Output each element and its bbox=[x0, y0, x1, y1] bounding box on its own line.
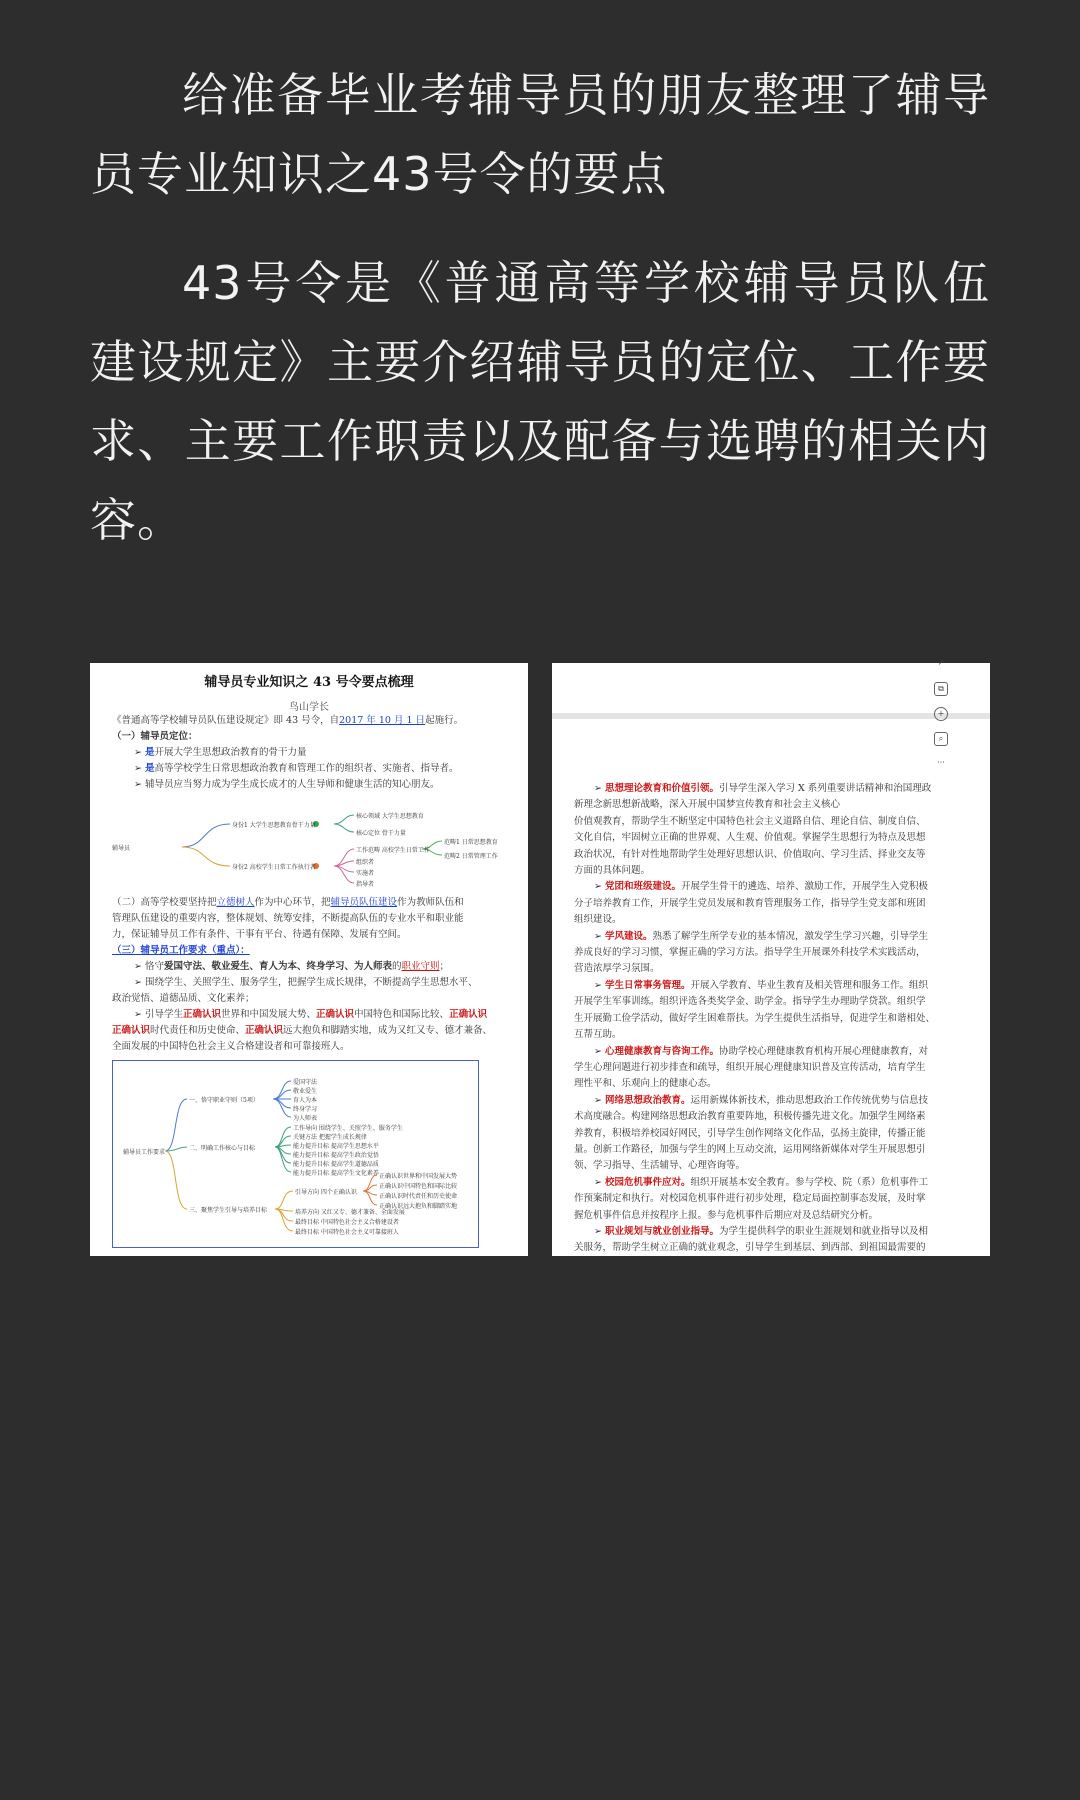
mindmap-node: 身份1 大学生思想教育骨干力量 bbox=[232, 822, 316, 829]
doc-bullet: ➢ 是开展大学生思想政治教育的骨干力量 bbox=[134, 747, 307, 758]
doc-bullet: ➢ 辅导员应当努力成为学生成长成才的人生导师和健康生活的知心朋友。 bbox=[134, 779, 440, 790]
mindmap-node: 能力提升目标 提高学生政治觉悟 bbox=[293, 1152, 379, 1159]
duty-item: ➢ 思想理论教育和价值引领。引导学生深入学习 X 系列重要讲话精神和治国理政 bbox=[594, 783, 932, 794]
mindmap-node: 爱国守法 bbox=[293, 1079, 318, 1086]
duty-line: 养成良好的学习习惯，掌握正确的学习方法。指导学生开展课外科技学术实践活动， bbox=[574, 947, 926, 959]
doc-text-line: 正确认识时代责任和历史使命、正确认识远大抱负和脚踏实地，成为又红又专、德才兼备、 bbox=[112, 1025, 493, 1036]
doc-text-line: 管理队伍建设的重要内容，整体规划、统筹安排，不断提高队伍的专业水平和职业能 bbox=[112, 913, 464, 924]
duty-line: 领、学习指导、生活辅导、心理咨询等。 bbox=[574, 1160, 746, 1172]
mindmap-node: 正确认识中国特色和国际比较 bbox=[379, 1183, 458, 1190]
mindmap-node: 身份2 高校学生日常工作执行者 bbox=[232, 864, 316, 871]
mindmap-node: 指导者 bbox=[356, 881, 375, 888]
mindmap-node: 范畴1 日常思想教育 bbox=[444, 839, 498, 846]
document-image-2[interactable] bbox=[552, 658, 990, 1256]
duty-line: 理性平和、乐观向上的健康心态。 bbox=[574, 1078, 717, 1090]
duty-item: ➢ 网络思想政治教育。运用新媒体新技术，推动思想政治工作传统优势与信息技 bbox=[594, 1094, 929, 1106]
document-image-1[interactable] bbox=[90, 663, 528, 1256]
mindmap-node: 核心定位 骨干力量 bbox=[356, 830, 406, 837]
post-text bbox=[90, 56, 990, 590]
doc-author: 鸟山学长 bbox=[289, 702, 329, 713]
duty-line: 开展学生军事训练。组织评选各类奖学金、助学金。指导学生办理助学贷款。组织学 bbox=[574, 996, 926, 1008]
mindmap-node: 引导方向 四个正确认识 bbox=[295, 1189, 357, 1196]
mindmap-node: 正确认识远大抱负和脚踏实地 bbox=[379, 1203, 458, 1210]
duty-line: 文化自信，牢固树立正确的世界观、人生观、价值观。掌握学生思想行为特点及思想 bbox=[574, 832, 926, 844]
mindmap-node: 核心领域 大学生思想教育 bbox=[356, 813, 424, 820]
duty-line: 方面的具体问题。 bbox=[574, 865, 651, 877]
mindmap-node: 一、恪守职业守则（5项） bbox=[189, 1097, 259, 1104]
page-divider bbox=[552, 713, 990, 719]
mindmap-node: 正确认识时代责任和历史使命 bbox=[379, 1193, 458, 1200]
doc-bullet: ➢ 是高等学校学生日常思想政治教育和管理工作的组织者、实施者、指导者。 bbox=[134, 763, 459, 774]
duty-item: ➢ 心理健康教育与咨询工作。协助学校心理健康教育机构开展心理健康教育，对 bbox=[594, 1045, 929, 1057]
duty-line: 学生心理问题进行初步排查和疏导，组织开展心理健康知识普及宣传活动，培育学生 bbox=[574, 1061, 926, 1073]
duty-item: ➢ 学生日常事务管理。开展入学教育、毕业生教育及相关管理和服务工作。组织 bbox=[594, 979, 929, 991]
mindmap-node: 组织者 bbox=[356, 859, 375, 866]
duty-line: 生开展勤工俭学活动，做好学生困难帮扶。为学生提供生活指导，促进学生和谐相处、 bbox=[574, 1012, 936, 1024]
zoom-icon[interactable]: + bbox=[934, 707, 948, 721]
more-icon[interactable]: ··· bbox=[937, 758, 945, 767]
duty-line: 组织建设。 bbox=[574, 914, 622, 926]
duty-line: 政治状况，有针对性地帮助学生处理好思想认识、价值取向、学习生活、择业交友等 bbox=[574, 848, 926, 860]
mindmap-node: 三、聚焦学生引导与培养目标 bbox=[189, 1207, 268, 1214]
doc-title: 辅导员专业知识之 43 号令要点梳理 bbox=[204, 675, 414, 690]
duty-item: ➢ 党团和班级建设。开展学生骨干的遴选、培养、激励工作，开展学生入党积极 bbox=[594, 881, 929, 893]
mindmap-node: 范畴2 日常管理工作 bbox=[444, 853, 498, 860]
mindmap-node: 敬业爱生 bbox=[293, 1088, 318, 1095]
mindmap-node: 工作范畴 高校学生日常工作 bbox=[356, 847, 430, 854]
doc-bullet: ➢ 恪守爱国守法、敬业爱生、育人为本、终身学习、为人师表的职业守则； bbox=[134, 961, 450, 972]
duty-line: 分子培养教育工作，开展学生党员发展和教育管理服务工作，指导学生党支部和班团 bbox=[574, 897, 926, 909]
mindmap-node: 终身学习 bbox=[293, 1106, 318, 1113]
duties-list bbox=[574, 781, 974, 1257]
mindmap-node: 为人师表 bbox=[293, 1115, 318, 1122]
duty-line: 作预案制定和执行。对校园危机事件进行初步处理，稳定局面控制事态发展，及时掌 bbox=[574, 1193, 926, 1205]
doc-text-line: 全面发展的中国特色社会主义合格建设者和可靠接班人。 bbox=[112, 1041, 350, 1052]
duty-line: 术高度融合。构建网络思想政治教育重要阵地，积极传播先进文化。加强学生网络素 bbox=[574, 1111, 926, 1123]
doc-section-1: （一）辅导员定位： bbox=[112, 731, 198, 742]
viewer-toolbar bbox=[934, 658, 950, 782]
search-icon[interactable]: ⌕ bbox=[934, 732, 948, 746]
duty-line: 握危机事件信息并按程序上报。参与危机事件后期应对及总结研究分析。 bbox=[574, 1209, 879, 1221]
duty-item: ➢ 职业规划与就业创业指导。为学生提供科学的职业生涯规划和就业指导以及相 bbox=[594, 1225, 929, 1237]
copy-icon[interactable]: ⧉ bbox=[934, 682, 948, 696]
mindmap-node: 工作导向 围绕学生、关照学生、服务学生 bbox=[293, 1125, 403, 1132]
doc-section-2: （二）高等学校要坚持把立德树人作为中心环节，把辅导员队伍建设作为教师队伍和 bbox=[112, 897, 464, 908]
mindmap-node: 最终目标 中国特色社会主义可靠接班人 bbox=[295, 1229, 399, 1236]
mindmap-node: 关键方法 把握学生成长规律 bbox=[293, 1134, 367, 1141]
mindmap-node: 能力提升目标 提高学生文化素养 bbox=[293, 1170, 379, 1177]
post-paragraph-2: 43号令是《普通高等学校辅导员队伍建设规定》主要介绍辅导员的定位、工作要求、主要工作职责以及配备与选聘的相关内容。 bbox=[90, 256, 990, 547]
duty-line: 价值观教育，帮助学生不断坚定中国特色社会主义道路自信、理论自信、制度自信、 bbox=[574, 815, 926, 827]
mindmap-node: 实施者 bbox=[356, 870, 375, 877]
image-grid bbox=[90, 658, 990, 1256]
duty-item: ➢ 校园危机事件应对。组织开展基本安全教育。参与学校、院（系）危机事件工 bbox=[594, 1176, 929, 1188]
mindmap-requirements bbox=[112, 1060, 479, 1248]
mindmap-root: 辅导员 bbox=[112, 845, 131, 852]
doc-text-line: 力，保证辅导员工作有条件、干事有平台、待遇有保障、发展有空间。 bbox=[112, 929, 407, 940]
doc-text-line: 政治觉悟、道德品质、文化素养； bbox=[112, 993, 255, 1004]
mindmap-node: 能力提升目标 提高学生思想水平 bbox=[293, 1143, 379, 1150]
duty-item: ➢ 学风建设。熟悉了解学生所学专业的基本情况，激发学生学习兴趣，引导学生 bbox=[594, 930, 929, 942]
mindmap-node: 最终目标 中国特色社会主义合格建设者 bbox=[295, 1219, 399, 1226]
mindmap-root: 辅导员工作要求 bbox=[123, 1149, 166, 1156]
duty-line: 互帮互助。 bbox=[574, 1029, 622, 1041]
duty-line: 量。创新工作路径，加强与学生的网上互动交流，运用网络新媒体对学生开展思想引 bbox=[574, 1143, 926, 1155]
duty-line: 关服务，帮助学生树立正确的就业观念，引导学生到基层、到西部、到祖国最需要的 bbox=[574, 1242, 926, 1254]
doc-bullet: ➢ 引导学生正确认识世界和中国发展大势、正确认识中国特色和国际比较、正确认识 bbox=[134, 1009, 488, 1020]
mindmap-node: 二、明确工作核心与目标 bbox=[189, 1145, 256, 1152]
doc-section-3: （三）辅导员工作要求（重点）： bbox=[112, 945, 250, 956]
share-icon[interactable]: ↗ bbox=[937, 658, 945, 667]
duty-line: 新理念新思想新战略，深入开展中国梦宣传教育和社会主义核心 bbox=[574, 799, 841, 811]
mindmap-node: 培养方向 又红又专、德才兼备、全面发展 bbox=[295, 1209, 405, 1216]
mindmap-node: 能力提升目标 提高学生道德品质 bbox=[293, 1161, 379, 1168]
doc-bullet: ➢ 围绕学生、关照学生、服务学生，把握学生成长规律，不断提高学生思想水平、 bbox=[134, 977, 478, 988]
duty-line: 营造浓厚学习氛围。 bbox=[574, 963, 660, 975]
mindmap-positioning bbox=[112, 799, 506, 889]
doc-intro: 《普通高等学校辅导员队伍建设规定》即 43 号令，自2017 年 10 月 1 日起施行。 bbox=[112, 715, 464, 726]
mindmap-node: 育人为本 bbox=[293, 1097, 318, 1104]
mindmap-node: 正确认识世界和中国发展大势 bbox=[379, 1173, 458, 1180]
duty-line: 养教育，积极培养校园好网民，引导学生创作网络文化作品，弘扬主旋律，传播正能 bbox=[574, 1127, 926, 1139]
post-paragraph-1: 给准备毕业考辅导员的朋友整理了辅导员专业知识之43号令的要点 bbox=[90, 68, 990, 201]
